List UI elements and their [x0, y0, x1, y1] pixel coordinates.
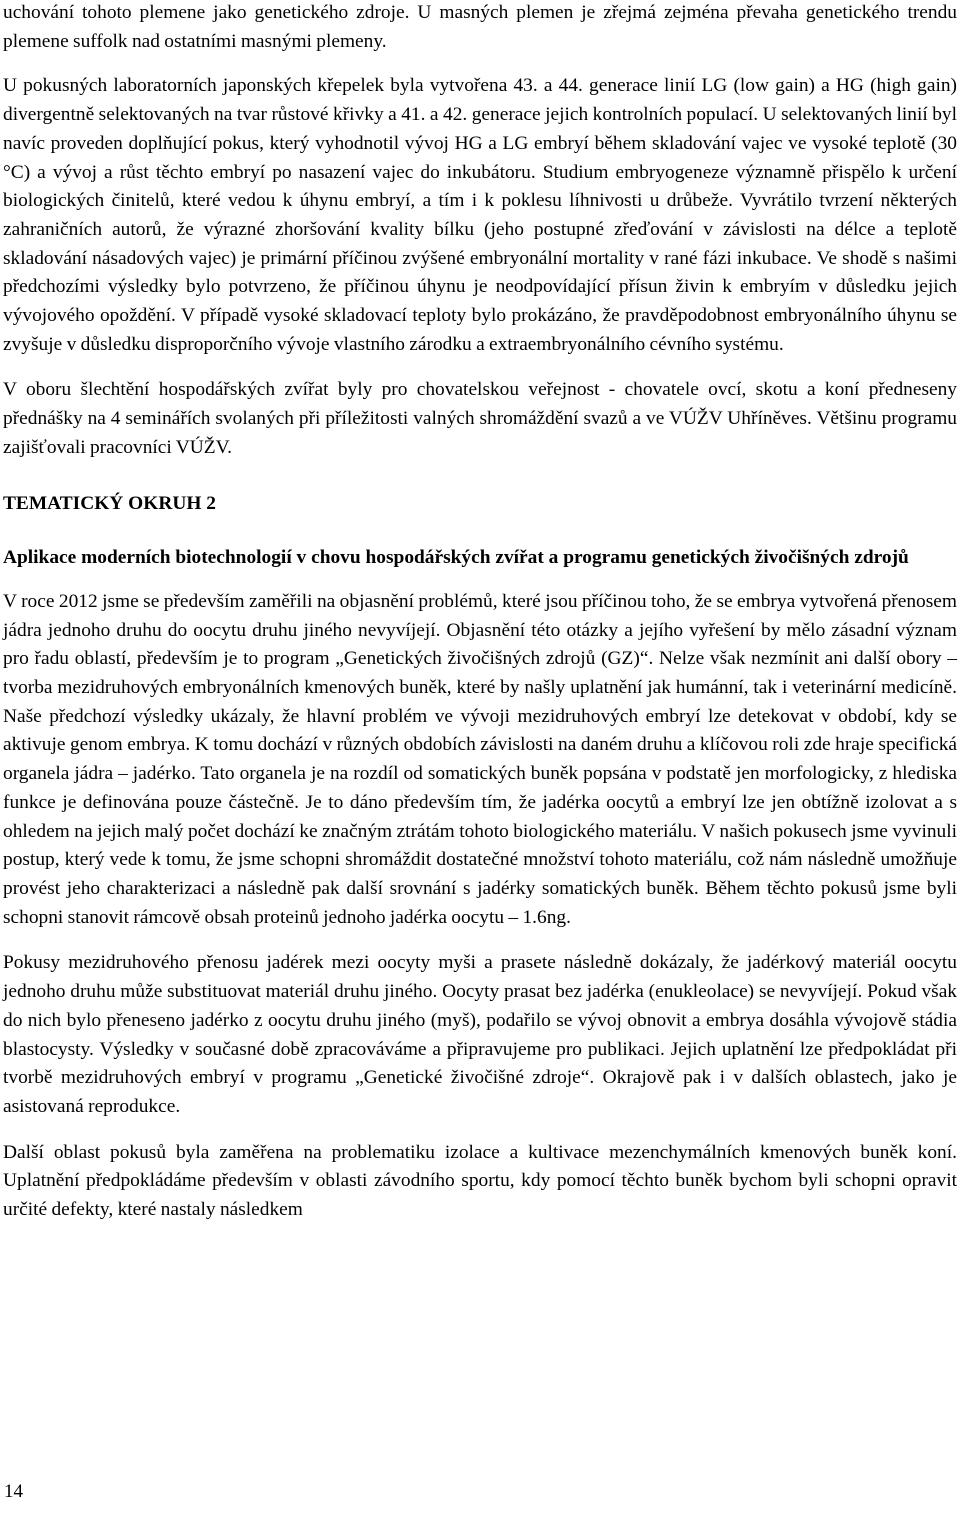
paragraph-nucleolus-transfer: Pokusy mezidruhového přenosu jadérek mezi oocyty myši a prasete následně dokázaly, že jadérkový materiál oocytu jednoho druhu může substituovat materiál druhu jiného. Oocyty prasat bez jadérka (enukleolace) se nevyvíjejí. Pokud však do nich bylo přeneseno jadérko z oocytu druhu jiného (myš), podařilo se vývoj obnovit a embrya dosáhla vývojově stádia blastocysty. Výsledky v současné době zpracováváme a připravujeme pro publikaci. Jejich uplatnění lze předpokládat při tvorbě mezidruhových embryí v programu „Genetické živočišné zdroje“. Okrajově pak i v dalších oblastech, jako je asistovaná reprodukce. [3, 952, 957, 1117]
paragraph-nucleolus-research: V roce 2012 jsme se především zaměřili na objasnění problémů, které jsou příčinou toho, že se embrya vytvořená přenosem jádra jednoho druhu do oocytu druhu jiného nevyvíjejí. Objasnění této otázky a jejího vyřešení by mělo zásadní význam pro řadu oblastí, především je to program „Genetických živočišných zdrojů (GZ)“. Nelze však nezmínit ani další obory – tvorba mezidruhových embryonálních kmenových buněk, které by našly uplatnění jak humánní, tak i veterinární medicíně. Naše předchozí výsledky ukázaly, že hlavní problém ve vývoji mezidruhových embryí lze detekovat v období, kdy se aktivuje genom embrya. K tomu dochází v různých obdobích závislosti na daném druhu a klíčovou roli zde hraje specifická organela jádra – jadérko. Tato organela je na rozdíl od somatických buněk popsána v podstatě jen morfologicky, z hlediska funkce je definována pouze částečně. Je to dáno především tím, že jadérka oocytů a embryí lze jen obtížně izolovat a s ohledem na jejich malý počet dochází ke značným ztrátám tohoto biologického materiálu. V našich pokusech jsme vyvinuli postup, který vede k tomu, že jsme schopni shromáždit dostatečné množství tohoto materiálu, což nám následně umožňuje provést jeho charakterizaci a následně pak další srovnání s jadérky somatických buněk. Během těchto pokusů jsme byli schopni stanovit rámcově obsah proteinů jednoho jadérka oocytu – 1.6ng. [3, 590, 957, 928]
paragraph-quail-lines: U pokusných laboratorních japonských křepelek byla vytvořena 43. a 44. generace linií LG (low gain) a HG (high gain) divergentně selektovaných na tvar růstové křivky a 41. a 42. generace jejich kontrolních populací. U selektovaných linií byl navíc proveden doplňující pokus, který vyhodnotil vývoj HG a LG embryí během skladování vajec ve vysoké teplotě (30 °C) a vývoj a růst těchto embryí po nasazení vajec do inkubátoru. Studium embryogeneze významně přispělo k určení biologických činitelů, které vedou k úhynu embryí, a tím i k poklesu líhnivosti u drůbeže. Vyvrátilo tvrzení některých zahraničních autorů, že výrazné zhoršování kvality bílku (jeho postupné zřeďování v závislosti na délce a teplotě skladování násadových vajec) je primární příčinou zvýšené embryonální mortality v rané fázi inkubace. Ve shodě s našimi předchozími výsledky bylo potvrzeno, že příčinou úhynu je neodpovídající přísun živin k embryím v důsledku jejich vývojového opoždění. V případě vysoké skladovací teploty bylo prokázáno, že pravděpodobnost embryonálního úhynu se zvyšuje v důsledku disproporčního vývoje vlastního zárodku a extraembryonálního cévního systému. [3, 75, 957, 355]
page-number: 14 [4, 1481, 23, 1502]
topic-heading: TEMATICKÝ OKRUH 2 [3, 492, 216, 514]
paragraph-breeder-seminars: V oboru šlechtění hospodářských zvířat byly pro chovatelskou veřejnost - chovatele ovcí, skotu a koní předneseny přednášky na 4 seminářích svolaných při příležitosti valných shromáždění svazů a ve VÚŽV Uhříněves. Většinu programu zajišťovali pracovníci VÚŽV. [3, 379, 957, 458]
paragraph-stem-cells: Další oblast pokusů byla zaměřena na problematiku izolace a kultivace mezenchymálních kmenových buněk koní. Uplatnění předpokládáme především v oblasti závodního sportu, kdy pomocí těchto buněk bychom byli schopni opravit určité defekty, které nastaly následkem [3, 1141, 957, 1221]
document-page [3, 0, 957, 1225]
section-title: Aplikace moderních biotechnologií v chovu hospodářských zvířat a programu genetických živočišných zdrojů [3, 547, 909, 569]
paragraph-sheep-breeds: uchování tohoto plemene jako genetického zdroje. U masných plemen je zřejmá zejména převaha genetického trendu plemene suffolk nad ostatními masnými plemeny. [3, 2, 957, 52]
